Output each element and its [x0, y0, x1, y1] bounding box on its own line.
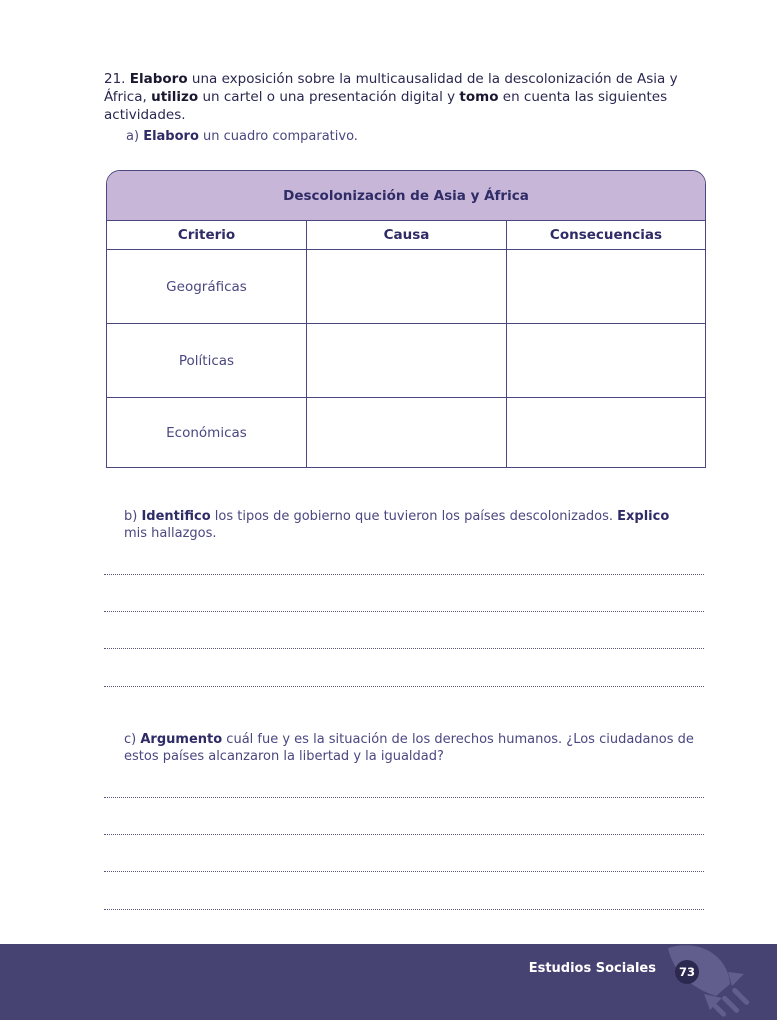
answer-line-c2[interactable]	[104, 834, 704, 835]
footer-subject: Estudios Sociales	[528, 961, 656, 976]
part-c-text: cuál fue y es la situación de los derechos humanos. ¿Los ciudadanos de estos países alcanzaron la libertad y la igualdad?	[124, 732, 694, 764]
row-label-economicas: Económicas	[107, 398, 307, 468]
cell-consecuencias-politicas[interactable]	[507, 324, 705, 397]
answer-line-c1[interactable]	[104, 797, 704, 798]
part-a-text: un cuadro comparativo.	[198, 129, 358, 144]
header-criterio: Criterio	[107, 221, 307, 249]
part-b-text-1: los tipos de gobierno que tuvieron los países descolonizados.	[210, 509, 618, 524]
page-number: 73	[675, 960, 699, 984]
answer-line-b1[interactable]	[104, 574, 704, 575]
part-b	[124, 508, 694, 542]
question-text-3: en cuenta las siguientes actividades.	[104, 89, 668, 123]
question-text-2: un cartel o una presentación digital y	[198, 89, 460, 105]
part-c-verb: Argumento	[140, 732, 223, 747]
part-b-verb-explico: Explico	[617, 509, 670, 524]
part-b-verb-identifico: Identifico	[141, 509, 211, 524]
table-row	[107, 324, 705, 398]
answer-line-b2[interactable]	[104, 611, 704, 612]
part-a-letter: a)	[126, 129, 140, 144]
row-label-geograficas: Geográficas	[107, 250, 307, 323]
verb-elaboro: Elaboro	[129, 71, 188, 87]
cell-causa-economicas[interactable]	[307, 398, 507, 468]
header-causa: Causa	[307, 221, 507, 249]
rocket-icon	[648, 944, 758, 1020]
cell-consecuencias-geograficas[interactable]	[507, 250, 705, 323]
row-label-politicas: Políticas	[107, 324, 307, 397]
answer-line-c3[interactable]	[104, 871, 704, 872]
answer-line-b4[interactable]	[104, 686, 704, 687]
cell-causa-politicas[interactable]	[307, 324, 507, 397]
question-text-1: una exposición sobre la multicausalidad de la descolonización de Asia y África,	[104, 71, 678, 105]
part-a	[126, 128, 696, 145]
verb-tomo: tomo	[459, 89, 499, 105]
part-c-letter: c)	[124, 732, 137, 747]
table-row	[107, 398, 705, 468]
table-header-row	[107, 221, 705, 250]
header-consecuencias: Consecuencias	[549, 227, 663, 243]
verb-utilizo: utilizo	[151, 89, 199, 105]
part-c	[124, 731, 694, 765]
table-row	[107, 250, 705, 324]
answer-line-c4[interactable]	[104, 909, 704, 910]
cell-causa-geograficas[interactable]	[307, 250, 507, 323]
question-number: 21.	[104, 71, 126, 87]
answer-line-b3[interactable]	[104, 648, 704, 649]
question-21	[104, 70, 704, 124]
cell-consecuencias-economicas[interactable]	[507, 398, 705, 468]
part-b-letter: b)	[124, 509, 138, 524]
part-b-text-2: mis hallazgos.	[124, 526, 217, 541]
table-title: Descolonización de Asia y África	[107, 171, 705, 221]
page-footer	[0, 944, 777, 1020]
part-a-verb: Elaboro	[143, 129, 199, 144]
comparison-table	[106, 170, 706, 468]
